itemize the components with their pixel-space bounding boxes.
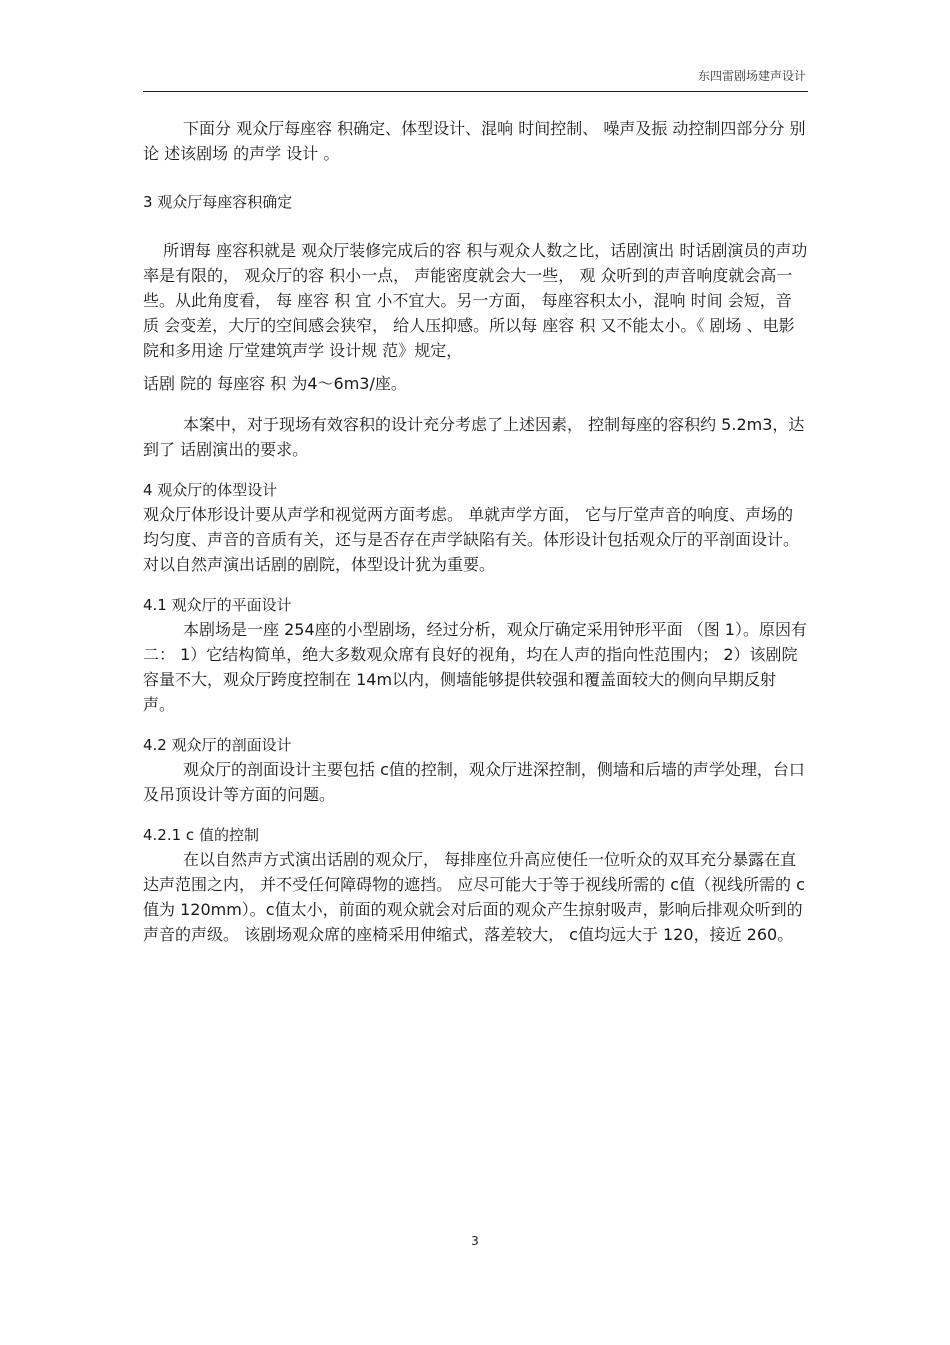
section-3-heading: 3 观众厅每座容积确定 [143,193,293,211]
section-4-2-1-heading: 4.2.1 c 值的控制 [143,826,259,844]
document-body [143,116,808,947]
section-4-1-paragraph: 本剧场是一座 254座的小型剧场，经过分析，观众厅确定采用钟形平面 （图 1）。原因有二： 1）它结构简单，绝大多数观众席有良好的视角，均在人声的指向性范围内； 2）该剧院容量不大，观众厅跨度控制在 14m以内，侧墙能够提供较强和覆盖面较大的侧向早期反射声。 [143,620,807,714]
intro-paragraph: 下面分 观众厅每座容 积确定、体型设计、混响 时间控制、 噪声及振 动控制四部分分 别论 述该剧场 的声学 设计 。 [143,119,806,163]
section-4-2-heading: 4.2 观众厅的剖面设计 [143,736,292,754]
page-number: 3 [471,1234,479,1248]
section-4-1-heading: 4.1 观众厅的平面设计 [143,596,292,614]
section-4-heading: 4 观众厅的体型设计 [143,481,278,499]
header-title: 东四雷剧场建声设计 [697,69,806,83]
section-4-paragraph: 观众厅体形设计要从声学和视觉两方面考虑。 单就声学方面， 它与厅堂声音的响度、声场的均匀度、声音的音质有关，还与是否存在声学缺陷有关。体形设计包括观众厅的平剖面设计。对以自然声演出话剧的剧院，体型设计犹为重要。 [143,505,800,574]
page-header [143,63,808,92]
section-4-2-paragraph: 观众厅的剖面设计主要包括 c值的控制，观众厅进深控制，侧墙和后墙的声学处理，台口及吊顶设计等方面的问题。 [143,760,805,804]
section-4-2-1-paragraph: 在以自然声方式演出话剧的观众厅， 每排座位升高应使任一位听众的双耳充分暴露在直达声范围之内， 并不受任何障碍物的遮挡。 应尽可能大于等于视线所需的 c值（视线所需的 c值为 120mm）。c值太小，前面的观众就会对后面的观众产生掠射吸声，影响后排观众听到的声音的声级。 该剧场观众席的座椅采用伸缩式，落差较大， c值均远大于 120，接近 260。 [143,850,805,944]
section-3-paragraph-2: 本案中，对于现场有效容积的设计充分考虑了上述因素， 控制每座的容积约 5.2m3，达到了 话剧演出的要求。 [143,415,805,459]
section-3-paragraph-1: 所谓每 座容积就是 观众厅装修完成后的容 积与观众人数之比，话剧演出 时话剧演员的声功率是有限的， 观众厅的容 积小一点， 声能密度就会大一些， 观 众听到的声音响度就会高一些。从此角度看， 每 座容 积 宜 小不宜大。另一方面， 每座容积太小，混响 时间 会短，音 质 会变差，大厅的空间感会狭窄， 给人压抑感。所以每 座容 积 又不能太小。《 剧场 、电影院和多用途 厅堂建筑声学 设计规 范》规定， [143,241,808,360]
section-3-paragraph-1-end: 话剧 院的 每座容 积 为4～6m3/座。 [143,374,407,393]
